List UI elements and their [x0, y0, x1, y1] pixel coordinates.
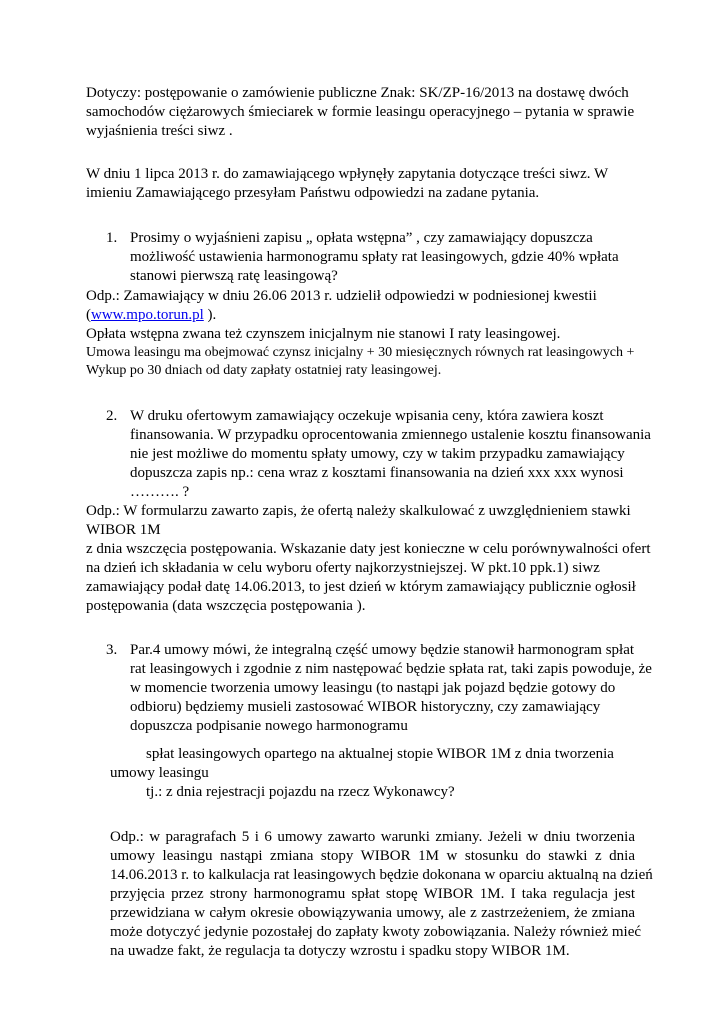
subject-line: wyjaśnienia treści siwz .: [86, 123, 233, 139]
mpo-website-link[interactable]: www.mpo.torun.pl: [91, 307, 204, 323]
answer-line: z dnia wszczęcia postępowania. Wskazanie daty jest konieczne w celu porównywalności ofert: [86, 541, 651, 557]
question-line: rat leasingowych i zgodnie z nim następować będzie spłata rat, taki zapis powoduje, że: [130, 661, 652, 677]
answer-line: może dotyczyć jedynie pozostałej do zapłaty kwoty zobowiązania. Należy również mieć: [110, 924, 642, 940]
answer-line: Umowa leasingu ma obejmować czynsz inicjalny + 30 miesięcznych równych rat leasingowych +: [86, 345, 635, 360]
question-line: nie jest możliwe do momentu spłaty umowy, czy w takim przypadku zamawiający: [130, 446, 625, 462]
question-line: dopuszcza podpisanie nowego harmonogramu: [130, 718, 408, 734]
subject-line: Dotyczy: postępowanie o zamówienie publiczne Znak: SK/ZP-16/2013 na dostawę dwóch: [86, 85, 629, 101]
question-line: spłat leasingowych opartego na aktualnej stopie WIBOR 1M z dnia tworzenia: [146, 746, 614, 762]
question-line: stanowi pierwszą ratę leasingową?: [130, 268, 338, 284]
answer-line: na uwadze fakt, że regulacja ta dotyczy wzrostu i spadku stopy WIBOR 1M.: [110, 943, 570, 959]
question-line: Par.4 umowy mówi, że integralną część umowy będzie stanowił harmonogram spłat: [130, 642, 635, 658]
answer-line: WIBOR 1M: [86, 522, 161, 538]
answer-line: Odp.: Zamawiający w dniu 26.06 2013 r. udzielił odpowiedzi w podniesionej kwestii: [86, 288, 597, 304]
answer-line: Odp.: W formularzu zawarto zapis, że ofertą należy skalkulować z uwzględnieniem stawki: [86, 503, 631, 519]
answer-line: 14.06.2013 r. to kalkulacja rat leasingowych będzie dokonana w oparciu aktualną na dzień: [110, 867, 653, 883]
answer-line: Odp.: w paragrafach 5 i 6 umowy zawarto warunki zmiany. Jeżeli w dniu tworzenia: [110, 829, 635, 845]
answer-line: zamawiający podał datę 14.06.2013, to jest dzień w którym zamawiający publicznie ogłosił: [86, 579, 636, 595]
answer-line: postępowania (data wszczęcia postępowania ).: [86, 598, 366, 614]
question-number: 1.: [106, 230, 118, 246]
question-line: tj.: z dnia rejestracji pojazdu na rzecz Wykonawcy?: [146, 784, 455, 800]
question-line: ………. ?: [130, 484, 190, 500]
question-number: 2.: [106, 408, 118, 424]
question-line: W druku ofertowym zamawiający oczekuje wpisania ceny, która zawiera koszt: [130, 408, 604, 424]
question-line: możliwość ustawienia harmonogramu spłaty rat leasingowych, gdzie 40% wpłata: [130, 249, 619, 265]
question-line: finansowania. W przypadku oprocentowania zmiennego ustalenie kosztu finansowania: [130, 427, 651, 443]
answer-line: [86, 306, 216, 325]
answer-line: przyjęcia przez strony harmonogramu spłat stopę WIBOR 1M. I taka regulacja jest: [110, 886, 635, 902]
question-line: odbioru) będziemy musieli zastosować WIBOR historyczny, czy zamawiający: [130, 699, 601, 715]
paren-open: (: [86, 307, 91, 323]
question-number: 3.: [106, 642, 118, 658]
answer-line: Wykup po 30 dniach od daty zapłaty ostatniej raty leasingowej.: [86, 363, 442, 378]
answer-line: umowy leasingu nastąpi zmiana stopy WIBOR 1M w stosunku do stawki z dnia: [110, 848, 635, 864]
answer-line: przewidziana w całym okresie obowiązywania umowy, ale z zastrzeżeniem, że zmiana: [110, 905, 635, 921]
answer-line: na dzień ich składania w celu wyboru oferty najkorzystniejszej. W pkt.10 ppk.1) siwz: [86, 560, 600, 576]
intro-line: imieniu Zamawiającego przesyłam Państwu odpowiedzi na zadane pytania.: [86, 185, 540, 201]
subject-line: samochodów ciężarowych śmieciarek w formie leasingu operacyjnego – pytania w sprawie: [86, 104, 635, 120]
question-line: dopuszcza zapis np.: cena wraz z kosztami finansowania na dzień xxx xxx wynosi: [130, 465, 624, 481]
question-line: umowy leasingu: [110, 765, 209, 781]
answer-line: Opłata wstępna zwana też czynszem inicjalnym nie stanowi I raty leasingowej.: [86, 326, 561, 342]
question-line: Prosimy o wyjaśnieni zapisu „ opłata wstępna” , czy zamawiający dopuszcza: [130, 230, 593, 246]
intro-line: W dniu 1 lipca 2013 r. do zamawiającego wpłynęły zapytania dotyczące treści siwz. W: [86, 166, 609, 182]
paren-close: ).: [203, 307, 217, 323]
question-line: w momencie tworzenia umowy leasingu (to nastąpi jak pojazd będzie gotowy do: [130, 680, 616, 696]
